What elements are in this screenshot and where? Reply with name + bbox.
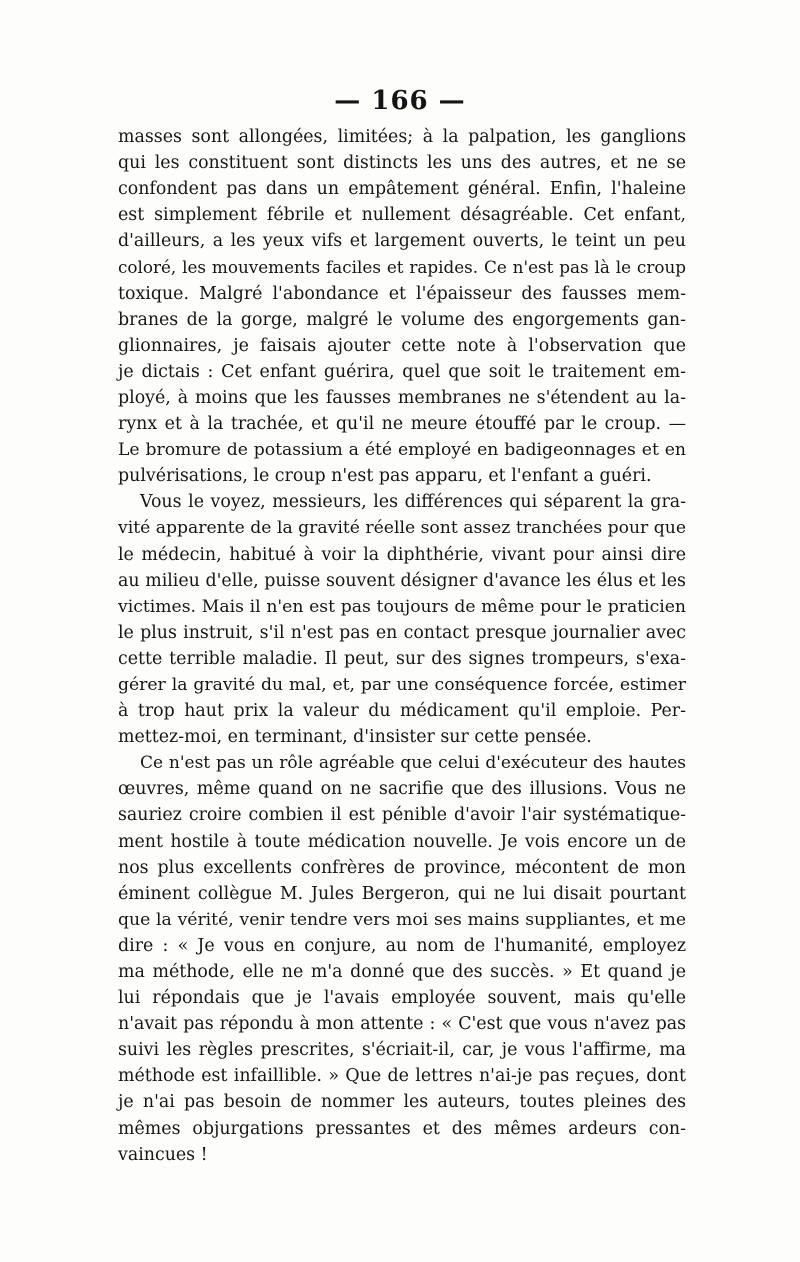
text-line: mêmes objurgations pressantes et des mêmes ardeurs con- bbox=[118, 1118, 686, 1139]
text-line: confondent pas dans un empâtement général. Enfin, l'haleine bbox=[118, 179, 686, 200]
text-line: le plus instruit, s'il n'est pas en contact presque journalier avec bbox=[118, 622, 686, 643]
text-line: sauriez croire combien il est pénible d'avoir l'air systématique- bbox=[118, 805, 686, 826]
text-line: gérer la gravité du mal, et, par une conséquence forcée, estimer bbox=[118, 674, 686, 695]
text-line: méthode est infaillible. » Que de lettres n'ai-je pas reçues, dont bbox=[118, 1066, 686, 1087]
page-number: — 166 — bbox=[334, 86, 466, 116]
paragraph-first-line: Ce n'est pas un rôle agréable que celui d'exécuteur des hautes bbox=[140, 753, 686, 774]
text-line: au milieu d'elle, puisse souvent désigner d'avance les élus et les bbox=[118, 570, 686, 591]
text-line: branes de la gorge, malgré le volume des engorgements gan- bbox=[118, 309, 686, 330]
text-line: coloré, les mouvements faciles et rapides. Ce n'est pas là le croup bbox=[118, 257, 686, 278]
text-line: victimes. Mais il n'en est pas toujours de même pour le praticien bbox=[118, 596, 686, 617]
text-line: masses sont allongées, limitées; à la palpation, les ganglions bbox=[118, 127, 686, 147]
text-line: suivi les règles prescrites, s'écriait-il, car, je vous l'affirme, ma bbox=[118, 1040, 686, 1061]
text-line: vité apparente de la gravité réelle sont assez tranchées pour que bbox=[118, 518, 686, 539]
text-line: ma méthode, elle ne m'a donné que des succès. » Et quand je bbox=[118, 962, 686, 982]
text-line: d'ailleurs, a les yeux vifs et largement ouverts, le teint un peu bbox=[118, 231, 686, 252]
text-line: qui les constituent sont distincts les uns des autres, et ne se bbox=[118, 153, 686, 174]
text-line: glionnaires, je faisais ajouter cette note à l'observation que bbox=[118, 335, 686, 356]
text-line: pulvérisations, le croup n'est pas apparu, et l'enfant a guéri. bbox=[118, 466, 652, 487]
text-line: n'avait pas répondu à mon attente : « C'est que vous n'avez pas bbox=[118, 1014, 686, 1035]
text-line: nos plus excellents confrères de province, mécontent de mon bbox=[118, 857, 686, 878]
text-line: je n'ai pas besoin de nommer les auteurs, toutes pleines des bbox=[118, 1092, 686, 1113]
text-line: rynx et à la trachée, et qu'il ne meure étouffé par le croup. — bbox=[118, 414, 686, 435]
text-line: vaincues ! bbox=[118, 1144, 208, 1165]
text-line: est simplement fébrile et nullement désagréable. Cet enfant, bbox=[118, 205, 686, 226]
text-line: mettez-moi, en terminant, d'insister sur cette pensée. bbox=[118, 727, 592, 748]
text-line: dire : « Je vous en conjure, au nom de l'humanité, employez bbox=[118, 935, 686, 956]
text-line: toxique. Malgré l'abondance et l'épaisseur des fausses mem- bbox=[118, 283, 686, 304]
paragraph-first-line: Vous le voyez, messieurs, les différences qui séparent la gra- bbox=[140, 492, 686, 513]
body-text bbox=[118, 124, 686, 1168]
text-line: œuvres, même quand on ne sacrifie que des illusions. Vous ne bbox=[118, 779, 686, 800]
text-line: ployé, à moins que les fausses membranes ne s'étendent au la- bbox=[118, 387, 686, 408]
text-line: ment hostile à toute médication nouvelle. Je vois encore un de bbox=[118, 831, 686, 852]
text-line: je dictais : Cet enfant guérira, quel que soit le traitement em- bbox=[118, 361, 686, 382]
text-line: lui répondais que je l'avais employée souvent, mais qu'elle bbox=[118, 988, 686, 1009]
text-line: que la vérité, venir tendre vers moi ses mains suppliantes, et me bbox=[118, 909, 686, 930]
text-line: Le bromure de potassium a été employé en badigeonnages et en bbox=[118, 440, 686, 461]
text-line: le médecin, habitué à voir la diphthérie, vivant pour ainsi dire bbox=[118, 544, 686, 565]
text-line: éminent collègue M. Jules Bergeron, qui ne lui disait pourtant bbox=[118, 883, 686, 904]
text-line: cette terrible maladie. Il peut, sur des signes trompeurs, s'exa- bbox=[118, 648, 686, 669]
text-line: à trop haut prix la valeur du médicament qu'il emploie. Per- bbox=[118, 701, 686, 722]
